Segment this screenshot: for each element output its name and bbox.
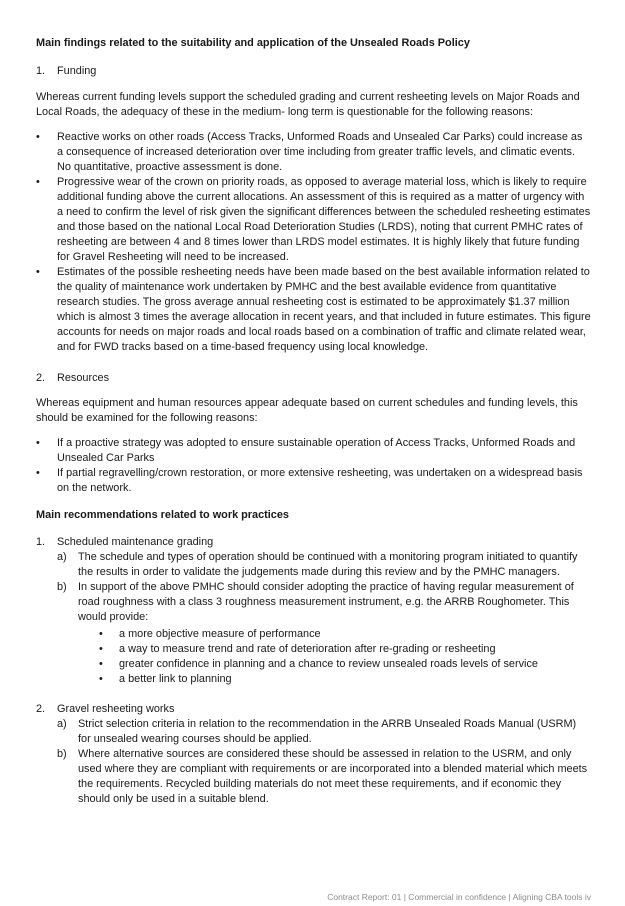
- item-title: Resources: [57, 372, 110, 384]
- list-item: [99, 627, 591, 642]
- list-item: [36, 130, 591, 175]
- list-item: [99, 657, 591, 672]
- item-number: 2.: [36, 372, 46, 384]
- sub-item-label: a): [57, 718, 67, 730]
- recommendations-heading: Main recommendations related to work practices: [36, 509, 289, 521]
- numbered-item-grading: [36, 535, 591, 550]
- item-number: 1.: [36, 536, 46, 548]
- bullet-icon: •: [36, 176, 40, 188]
- bullet-icon: •: [99, 628, 103, 640]
- item-number: 1.: [36, 65, 46, 77]
- numbered-item-resources: [36, 371, 591, 386]
- bullet-icon: •: [36, 266, 40, 278]
- list-item-text: Progressive wear of the crown on priority roads, as opposed to average material loss, which is likely to require additional funding above the current allocations. An assessment of this is required as a matter of urgency with a need to confirm the level of risk given the significant differences between the scheduled resheeting estimates and those based on the national Local Road Deterioration Studies (LRDS), noting that current PMHC rates of resheeting are between 4 and 8 times lower than LRDS model estimates. It is highly likely that future funding for Gravel Resheeting will need to be increased.: [57, 176, 591, 263]
- bullet-icon: •: [36, 437, 40, 449]
- sub-item-label: a): [57, 551, 67, 563]
- sub-item-label: b): [57, 581, 67, 593]
- funding-intro-paragraph: Whereas current funding levels support the scheduled grading and current resheeting levels on Major Roads and Local Roads, the adequacy of these in the medium- long term is questionable for the following reasons:: [36, 91, 580, 118]
- resources-bullet-list: [36, 436, 591, 496]
- sub-item-a: [57, 550, 591, 580]
- findings-heading: Main findings related to the suitability and application of the Unsealed Roads Policy: [36, 37, 470, 49]
- numbered-item-resheeting: [36, 702, 591, 717]
- sub-item-text: The schedule and types of operation should be continued with a monitoring program initiated to quantify the results in order to validate the judgements made during this review and by the PMHC managers.: [78, 551, 578, 578]
- list-item-text: Reactive works on other roads (Access Tracks, Unformed Roads and Unsealed Car Parks) could increase as a consequence of increased deterioration over time including from greater traffic levels, and climatic events. No quantitative, proactive assessment is done.: [57, 131, 583, 173]
- item-title: Funding: [57, 65, 97, 77]
- sub-item-a: [57, 717, 591, 747]
- roughness-benefits-list: [36, 627, 591, 687]
- bullet-icon: •: [36, 131, 40, 143]
- list-item-text: greater confidence in planning and a chance to review unsealed roads levels of service: [119, 658, 538, 670]
- list-item-text: If a proactive strategy was adopted to ensure sustainable operation of Access Tracks, Unformed Roads and Unsealed Car Parks: [57, 437, 576, 464]
- list-item: [36, 436, 591, 466]
- list-item-text: a better link to planning: [119, 673, 232, 685]
- sub-item-label: b): [57, 748, 67, 760]
- sub-item-text: In support of the above PMHC should consider adopting the practice of having regular measurement of road roughness with a class 3 roughness measurement instrument, e.g. the ARRB Roughometer. This would provide:: [78, 581, 574, 623]
- list-item-text: Estimates of the possible resheeting needs have been made based on the best available information related to the quality of maintenance work undertaken by PMHC and the best available evidence from quantitative research studies. The gross average annual resheeting cost is estimated to be approximately $1.37 million which is almost 3 times the average allocation in recent years, and that included in future estimates. This figure accounts for needs on major roads and local roads based on a combination of traffic and climate related wear, and for FWD tracks based on a time-based frequency using local knowledge.: [57, 266, 591, 353]
- item-title: Scheduled maintenance grading: [57, 536, 214, 548]
- list-item: [36, 175, 591, 265]
- sub-item-b: [57, 580, 591, 625]
- item-title: Gravel resheeting works: [57, 703, 175, 715]
- bullet-icon: •: [36, 467, 40, 479]
- list-item-text: If partial regravelling/crown restoration, or more extensive resheeting, was undertaken on a widespread basis on the network.: [57, 467, 583, 494]
- sub-item-b: [57, 747, 591, 807]
- list-item: [99, 672, 591, 687]
- list-item: [36, 466, 591, 496]
- page-footer: Contract Report: 01 | Commercial in confidence | Aligning CBA tools iv: [327, 892, 591, 902]
- list-item-text: a way to measure trend and rate of deterioration after re-grading or resheeting: [119, 643, 496, 655]
- list-item-text: a more objective measure of performance: [119, 628, 321, 640]
- list-item: [99, 642, 591, 657]
- resources-intro-paragraph: Whereas equipment and human resources appear adequate based on current schedules and funding levels, this should be examined for the following reasons:: [36, 397, 578, 424]
- numbered-item-funding: [36, 64, 591, 79]
- bullet-icon: •: [99, 643, 103, 655]
- bullet-icon: •: [99, 673, 103, 685]
- list-item: [36, 265, 591, 355]
- funding-bullet-list: [36, 130, 591, 355]
- bullet-icon: •: [99, 658, 103, 670]
- item-number: 2.: [36, 703, 46, 715]
- sub-item-text: Where alternative sources are considered these should be assessed in relation to the USRM, and only used where they are compliant with requirements or are incorporated into a blended material which meets the requirements. Recycled building materials do not meet these requirements, and if economic they should only be used in a suitable blend.: [78, 748, 588, 805]
- sub-item-text: Strict selection criteria in relation to the recommendation in the ARRB Unsealed Roads Manual (USRM) for unsealed wearing courses should be applied.: [78, 718, 577, 745]
